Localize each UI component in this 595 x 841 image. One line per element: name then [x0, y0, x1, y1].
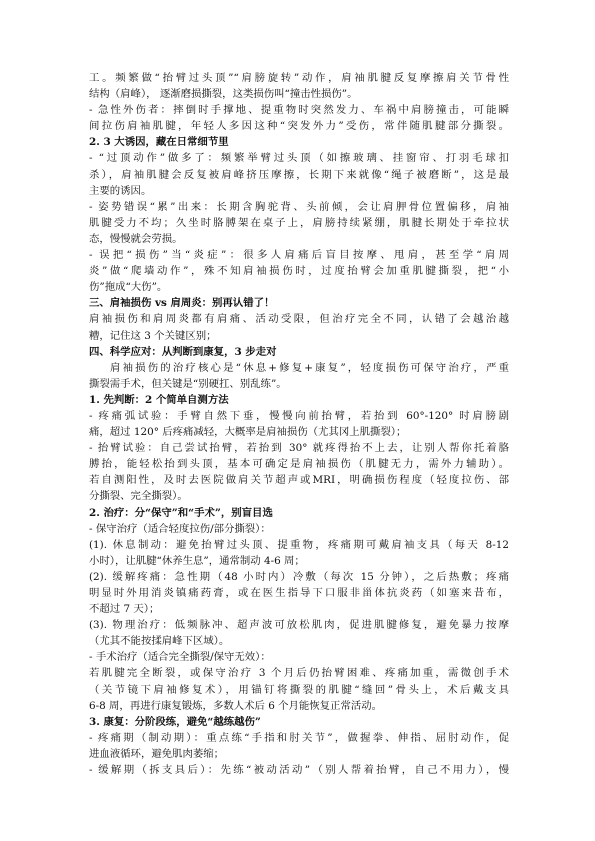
text-line: 撕裂需手术，但关键是“别硬扛、别乱练”。	[89, 377, 287, 390]
text-line: - 抬臂试验：自己尝试抬臂，若抬到 30° 就疼得抬不上去，让别人帮你托着胳	[89, 442, 509, 455]
section-heading: 3. 康复：分阶段练，避免“越练越伤”	[89, 715, 261, 728]
text-line: 肩袖损伤和肩周炎都有肩痛、活动受限，但治疗完全不同，认错了会越治越	[89, 313, 509, 326]
text-line: (3). 物理治疗：低频脉冲、超声波可放松肌肉，促进肌腱修复，避免暴力按摩	[89, 619, 509, 632]
section-heading: 2. 3 大诱因，藏在日常细节里	[89, 136, 229, 149]
text-line: (1). 休息制动：避免抬臂过头顶、提重物，疼痛期可戴肩袖支具（每天 8-12	[89, 538, 509, 551]
section-heading: 三、肩袖损伤 vs 肩周炎：别再认错了！	[89, 297, 275, 310]
text-line: 间拉伤肩袖肌腱，年轻人多因这种“突发外力”受伤，常伴随肌腱部分撕裂。	[89, 120, 509, 133]
section-heading: 1. 先判断：2 个简单自测方法	[89, 393, 229, 406]
text-line: 肩袖损伤的治疗核心是“休息+修复+康复”，轻度损伤可保守治疗，严重	[110, 361, 509, 374]
text-line: 不超过 7 天）；	[89, 603, 160, 616]
text-line: (2). 缓解疼痛：急性期（48 小时内）冷敷（每次 15 分钟），之后热敷；疼痛	[89, 570, 509, 583]
text-line: 结构（肩峰）， 逐渐磨损撕裂，这类损伤叫“撞击性损伤”。	[89, 88, 358, 101]
text-line: - 缓解期（拆支具后）：先练“被动活动”（别人帮着抬臂，自己不用力），慢	[89, 764, 509, 777]
text-line: （关节镜下肩袖修复术），用锚钉将撕裂的肌腱“缝回”骨头上，术后戴支具	[89, 683, 509, 696]
text-line: - 急性外伤者：摔倒时手撑地、提重物时突然发力、车祸中肩膀撞击，可能瞬	[89, 104, 509, 117]
text-line: - 疼痛弧试验：手臂自然下垂，慢慢向前抬臂，若抬到 60°-120° 时肩膀剧	[89, 409, 509, 422]
text-line: 进血液循环，避免肌肉萎缩；	[89, 747, 225, 760]
text-line: （尤其不能按揉肩峰下区域）。	[89, 635, 230, 648]
text-line: 分撕裂、完全撕裂）。	[89, 490, 188, 503]
text-line: 糟，记住这 3 个关键区别；	[89, 329, 217, 342]
text-line: 6-8 周，再进行康复锻炼，多数人术后 6 个月能恢复正常活动。	[89, 699, 383, 712]
text-line: 痛，超过 120° 后疼痛减轻，大概率是肩袖损伤（尤其冈上肌撕裂）；	[89, 426, 407, 439]
text-line: - 误把“损伤”当“炎症”：很多人肩痛后盲目按摩、甩肩，甚至学“肩周	[89, 249, 509, 262]
section-heading: 2. 治疗：分“保守”和“手术”，别盲目选	[89, 506, 273, 519]
text-line: 肌腱受力不均；久坐时胳膊架在桌子上，肩膀持续紧绷，肌腱长期处于牵拉状	[89, 216, 509, 229]
text-line: 若肌腱完全断裂，或保守治疗 3 个月后仍抬臂困难、疼痛加重，需微创手术	[89, 667, 509, 680]
text-line: 膊抬，能轻松抬到头顶，基本可确定是肩袖损伤（肌腱无力，需外力辅助）。	[89, 458, 509, 471]
text-line: - 姿势错误“累”出来：长期含胸驼背、头前倾，会让肩胛骨位置偏移，肩袖	[89, 200, 509, 213]
text-line: - 手术治疗（适合完全撕裂/保守无效）：	[89, 651, 271, 664]
text-line: 若自测阳性，及时去医院做肩关节超声或MRI，明确损伤程度（轻度拉伤、部	[89, 474, 509, 487]
section-heading: 四、科学应对：从判断到康复，3 步走对	[89, 345, 277, 358]
document-body	[89, 70, 509, 778]
text-line: - 疼痛期（制动期）：重点练“手指和肘关节”，做握拳、伸指、屈肘动作，促	[89, 731, 509, 744]
text-line: 杀），肩袖肌腱会反复被肩峰挤压摩擦，长期下来就像“绳子被磨断”，这是最	[89, 168, 509, 181]
text-line: - “过顶动作”做多了：频繁举臂过头顶（如擦玻璃、挂窗帘、打羽毛球扣	[89, 152, 509, 165]
text-line: 态，慢慢就会劳损。	[89, 232, 183, 245]
text-line: 主要的诱因。	[89, 184, 152, 197]
text-line: 工。频繁做“抬臂过头顶”“肩膀旋转”动作，肩袖肌腱反复摩擦肩关节骨性	[89, 72, 509, 84]
text-line: 炎”做“爬墙动作”，殊不知肩袖损伤时，过度抬臂会加重肌腱撕裂，把“小	[89, 265, 509, 278]
text-line: 明显时外用消炎镇痛药膏，或在医生指导下口服非甾体抗炎药（如塞来昔布，	[89, 587, 509, 599]
text-line: - 保守治疗（适合轻度拉伤/部分撕裂）：	[89, 522, 271, 535]
text-line: 小时），让肌腱“休养生息”，通常制动 4-6 周；	[89, 554, 305, 567]
text-line: 伤”拖成“大伤”。	[89, 281, 168, 294]
